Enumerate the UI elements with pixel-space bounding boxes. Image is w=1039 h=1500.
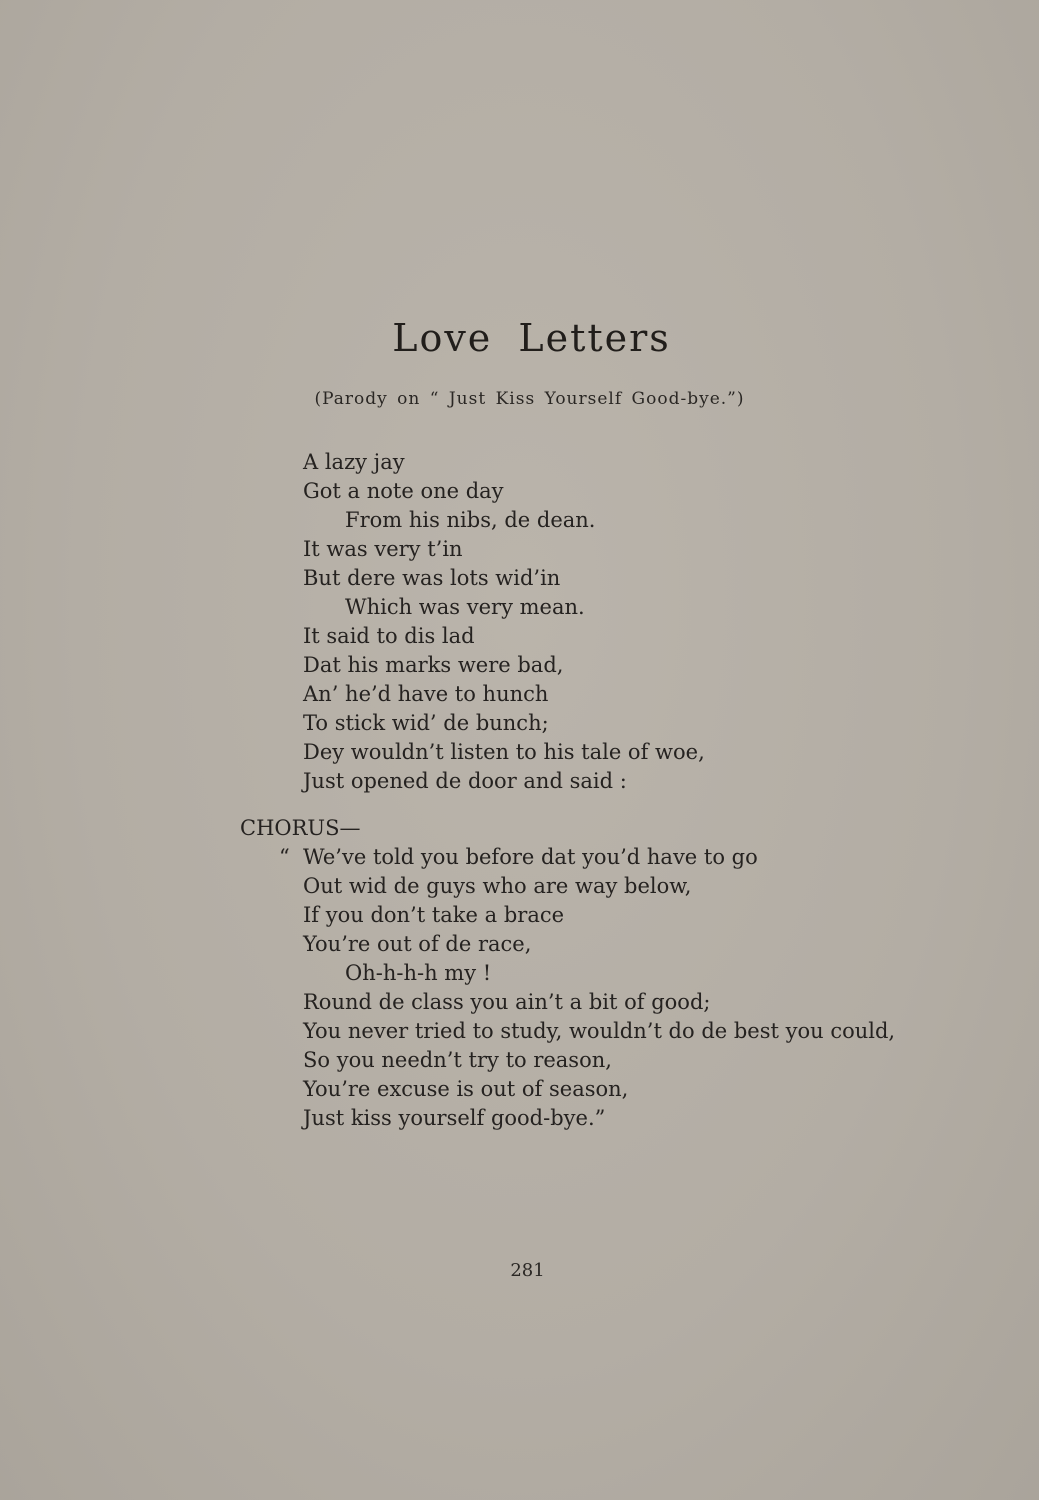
chorus-line: We’ve told you before dat you’d have to go bbox=[303, 845, 758, 869]
verse-line: To stick wid’ de bunch; bbox=[303, 711, 549, 735]
chorus-block bbox=[279, 843, 943, 1133]
page-number: 281 bbox=[510, 1260, 545, 1281]
chorus-label: CHORUS— bbox=[240, 816, 361, 840]
verse-line: Just opened de door and said : bbox=[303, 769, 627, 793]
verse-line: Which was very mean. bbox=[345, 595, 585, 619]
verse-line: Got a note one day bbox=[303, 479, 504, 503]
chorus-line: Round de class you ain’t a bit of good; bbox=[303, 990, 711, 1014]
verse-line: It was very t’in bbox=[303, 537, 463, 561]
verse-line: But dere was lots wid’in bbox=[303, 566, 561, 590]
verse-line: It said to dis lad bbox=[303, 624, 475, 648]
verse-line: Dat his marks were bad, bbox=[303, 653, 564, 677]
chorus-line: So you needn’t try to reason, bbox=[303, 1048, 612, 1072]
chorus-line: You’re excuse is out of season, bbox=[303, 1077, 629, 1101]
chorus-line: Out wid de guys who are way below, bbox=[303, 874, 692, 898]
verse-line: An’ he’d have to hunch bbox=[303, 682, 549, 706]
verse-line: Dey wouldn’t listen to his tale of woe, bbox=[303, 740, 705, 764]
chorus-open-quote: “ bbox=[279, 845, 290, 869]
chorus-line: You’re out of de race, bbox=[303, 932, 532, 956]
chorus-line: You never tried to study, wouldn’t do de best you could, bbox=[303, 1019, 896, 1043]
verse-line: From his nibs, de dean. bbox=[345, 508, 596, 532]
poem-title: Love Letters bbox=[392, 316, 671, 360]
poem-subtitle: (Parody on “ Just Kiss Yourself Good-bye.”) bbox=[314, 389, 745, 409]
chorus-line: If you don’t take a brace bbox=[303, 903, 565, 927]
chorus-line: Just kiss yourself good-bye.” bbox=[303, 1106, 606, 1130]
verse-line: A lazy jay bbox=[303, 450, 405, 474]
chorus-line: Oh-h-h-h my ! bbox=[345, 961, 492, 985]
verse-block bbox=[303, 448, 943, 796]
